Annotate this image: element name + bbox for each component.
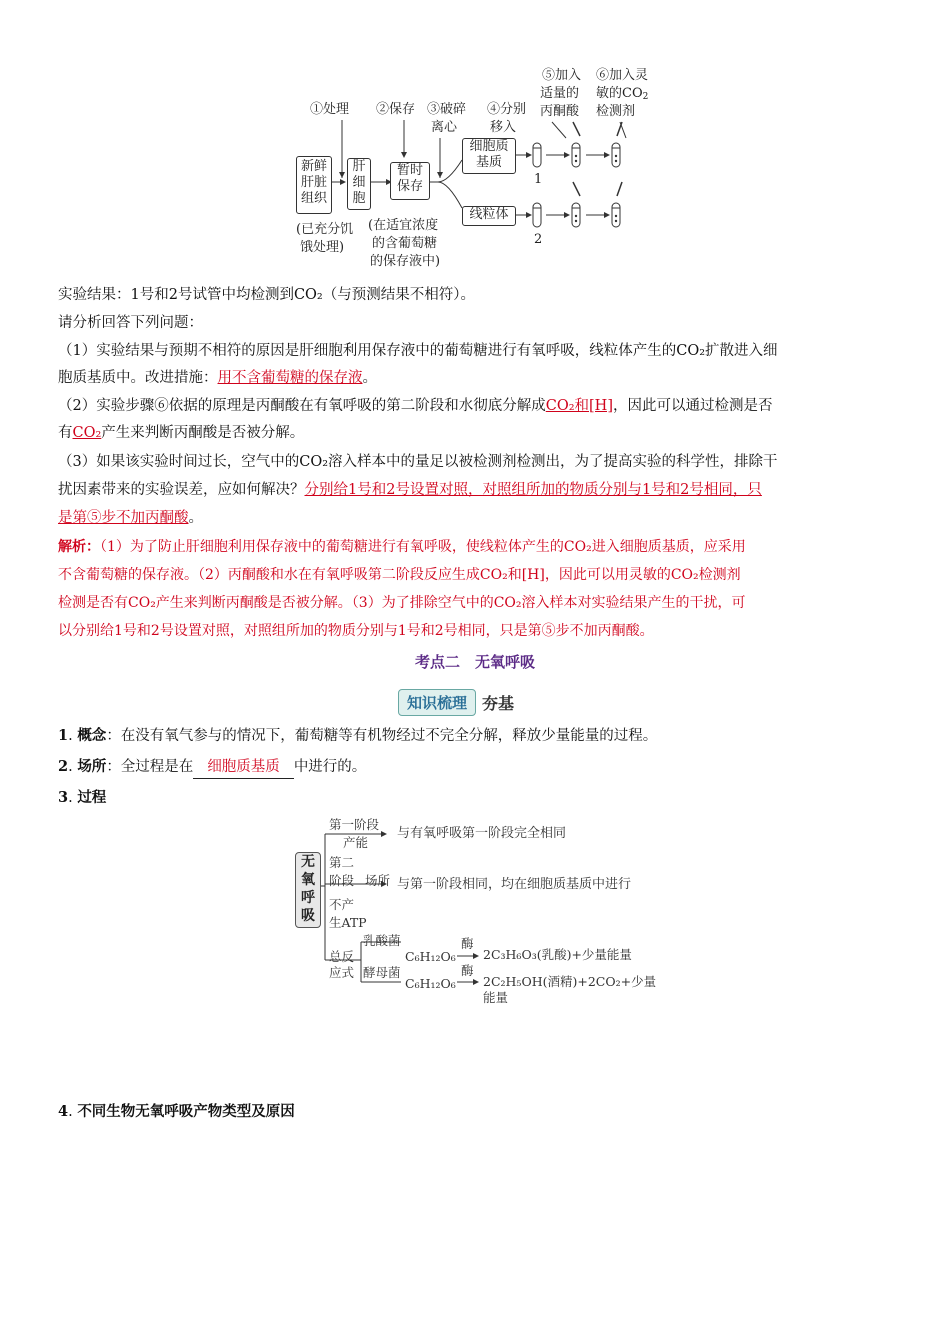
- starve-note-2: 饿处理): [300, 240, 345, 255]
- analysis-line-3: 检测是否有CO₂产生来判断丙酮酸是否被分解。（3）为了排除空气中的CO₂溶入样本对实验结果产生的干扰，可: [58, 595, 746, 611]
- lactic-enzyme: 酶: [461, 936, 474, 951]
- step-5-label-a: ⑤加入: [542, 68, 582, 83]
- point-2-location: 2. 场所：全过程是在 细胞质基质 中进行的。: [58, 756, 892, 779]
- starve-note-1: (已充分饥: [296, 222, 354, 237]
- no-atp-label-b: 生ATP: [329, 915, 367, 930]
- point-4-heading: 4. 不同生物无氧呼吸产物类型及原因: [58, 1103, 295, 1120]
- anaerobic-root-box: 无 氧 呼 吸: [295, 852, 321, 928]
- q3-answer-2: 是第⑤步不加丙酮酸: [58, 510, 189, 526]
- lactic-bacteria-label: 乳酸菌: [363, 933, 401, 948]
- q1-line-2: 胞质基质中。改进措施：用不含葡萄糖的保存液。: [58, 370, 377, 386]
- step-4-label-b: 移入: [490, 120, 517, 135]
- step-6-label-b: 敏的$CO_2$: [596, 86, 649, 102]
- analysis-line-4: 以分别给1号和2号设置对照，对照组所加的物质分别与1号和2号相同，只是第⑤步不加丙酮酸。: [58, 623, 654, 639]
- tube-2-number: 2: [534, 232, 543, 247]
- anaerobic-tree: [293, 814, 663, 1014]
- yeast-label: 酵母菌: [363, 965, 401, 980]
- q1-answer: 用不含葡萄糖的保存液: [217, 370, 363, 386]
- section-heading: 考点二 无氧呼吸: [414, 653, 535, 671]
- total-reaction-label-b: 应式: [329, 965, 355, 980]
- q2-answer-2: CO₂: [72, 425, 102, 441]
- experiment-result: 实验结果：1号和2号试管中均检测到CO₂（与预测结果不相符）。: [58, 287, 475, 303]
- step-6-label-c: 检测剂: [596, 104, 636, 119]
- temporary-storage-box: 暂时 保存: [390, 162, 430, 200]
- lactic-reactant: C₆H₁₂O₆: [405, 949, 456, 964]
- solution-note-2: 的含葡萄糖: [372, 236, 438, 251]
- lactic-products: 2C₃H₆O₃(乳酸)+少量能量: [483, 947, 632, 962]
- step-6-label-a: ⑥加入灵: [596, 68, 649, 83]
- q3-answer-1: 分别给1号和2号设置对照，对照组所加的物质分别与1号和2号相同，只: [304, 482, 762, 498]
- yeast-products-2: 能量: [483, 990, 509, 1005]
- step-5-label-b: 适量的: [540, 86, 580, 101]
- tube-1-number: 1: [534, 172, 543, 187]
- no-atp-label-a: 不产: [329, 897, 355, 912]
- stage-1-desc: 与有氧呼吸第一阶段完全相同: [397, 826, 567, 841]
- q3-line-1: （3）如果该实验时间过长，空气中的CO₂溶入样本中的量足以被检测剂检测出，为了提高实验的科学性，排除干: [58, 454, 778, 470]
- step-3-label-b: 离心: [431, 120, 458, 135]
- q1-line-1: （1）实验结果与预期不相符的原因是肝细胞利用保存液中的葡萄糖进行有氧呼吸，线粒体产生的CO₂扩散进入细: [58, 343, 778, 359]
- solution-note-1: (在适宜浓度: [368, 218, 439, 233]
- q2-answer-1: CO₂和[H]: [545, 398, 613, 414]
- yeast-products: 2C₂H₅OH(酒精)+2CO₂+少量: [483, 974, 657, 989]
- total-reaction-label-a: 总反: [329, 949, 355, 964]
- produce-energy-label: 产能: [343, 835, 369, 850]
- step-5-label-c: 丙酮酸: [540, 104, 580, 119]
- stage-2-label-a: 第二: [329, 855, 355, 870]
- yeast-enzyme: 酶: [461, 963, 474, 978]
- cytoplasm-matrix-box: 细胞质 基质: [462, 138, 516, 174]
- place-label: 场所: [365, 873, 391, 888]
- point-3-process: 3. 过程: [58, 789, 107, 806]
- question-intro: 请分析回答下列问题：: [58, 315, 203, 331]
- location-answer: 细胞质基质: [193, 756, 294, 779]
- knowledge-banner: [398, 688, 514, 716]
- banner-text: 夯基: [482, 693, 515, 713]
- liver-tissue-box: 新鲜 肝脏 组织: [296, 156, 332, 214]
- stage-2-desc: 与第一阶段相同，均在细胞质基质中进行: [397, 877, 632, 892]
- q2-line-2: 有CO₂产生来判断丙酮酸是否被分解。: [58, 425, 305, 441]
- experiment-diagram: [290, 60, 670, 275]
- point-1-concept: 1. 概念：在没有氧气参与的情况下，葡萄糖等有机物经过不完全分解，释放少量能量的过程。: [58, 727, 658, 744]
- step-2-label: ②保存: [376, 102, 416, 117]
- q3-line-3: 是第⑤步不加丙酮酸。: [58, 510, 203, 526]
- analysis-label: 解析：: [58, 539, 100, 555]
- q3-line-2: 扰因素带来的实验误差，应如何解决？分别给1号和2号设置对照，对照组所加的物质分别与1号和2号相同，只: [58, 482, 762, 498]
- stage-1-label: 第一阶段: [329, 817, 380, 832]
- solution-note-3: 的保存液中): [370, 254, 441, 269]
- step-4-label-a: ④分别: [487, 102, 527, 117]
- stage-2-label-b: 阶段: [329, 873, 355, 888]
- analysis-line-2: 不含葡萄糖的保存液。（2）丙酮酸和水在有氧呼吸第二阶段反应生成CO₂和[H]，因此可以用灵敏的CO₂检测剂: [58, 567, 741, 583]
- mitochondria-box: 线粒体: [462, 206, 516, 226]
- step-1-label: ①处理: [310, 102, 350, 117]
- liver-cell-box: 肝 细 胞: [347, 158, 371, 210]
- step-3-label-a: ③破碎: [427, 102, 467, 117]
- banner-pill: 知识梳理: [398, 689, 476, 716]
- yeast-reactant: C₆H₁₂O₆: [405, 976, 456, 991]
- q2-line-1: （2）实验步骤⑥依据的原理是丙酮酸在有氧呼吸的第二阶段和水彻底分解成CO₂和[H]，因此可以通过检测是否: [58, 398, 773, 414]
- analysis-line-1: 解析：（1）为了防止肝细胞利用保存液中的葡萄糖进行有氧呼吸，使线粒体产生的CO₂进入细胞质基质，应采用: [58, 539, 746, 555]
